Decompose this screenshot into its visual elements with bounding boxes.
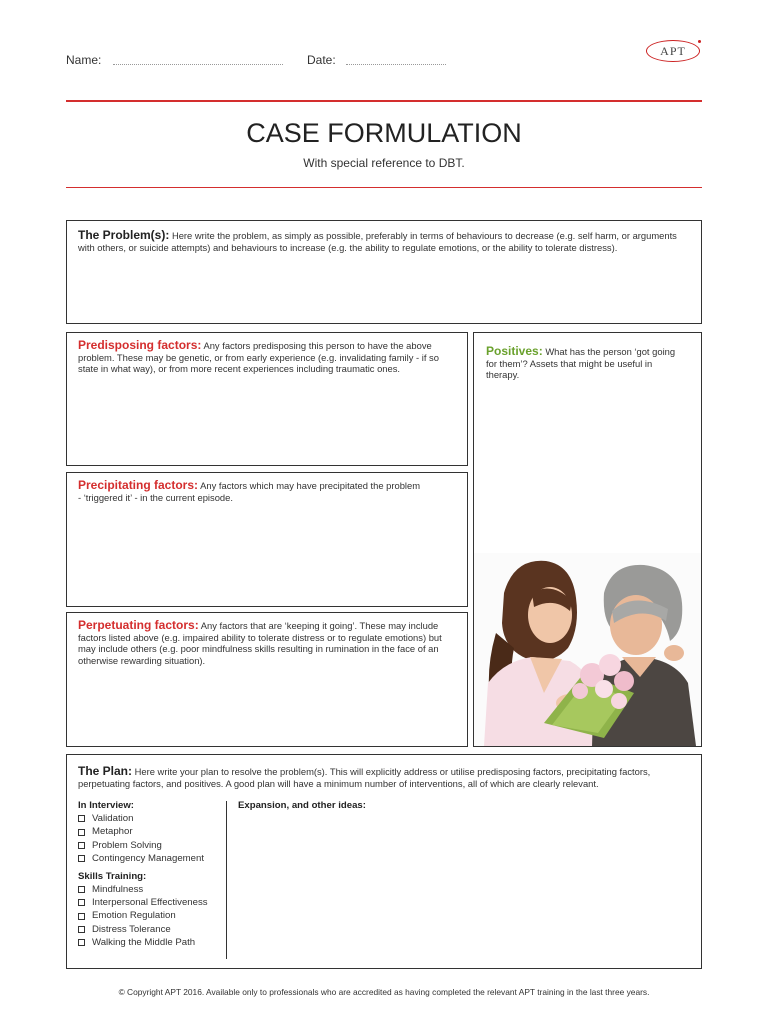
plan-column-divider — [226, 801, 227, 959]
name-label: Name: — [66, 53, 102, 67]
checklist-item[interactable]: Interpersonal Effectiveness — [78, 896, 228, 909]
skills-list — [78, 883, 228, 950]
interview-list — [78, 812, 228, 866]
skills-heading: Skills Training: — [78, 870, 147, 882]
predisposing-box[interactable] — [66, 332, 468, 466]
perpetuating-box[interactable] — [66, 612, 468, 747]
problem-box[interactable] — [66, 220, 702, 324]
checklist-item[interactable]: Emotion Regulation — [78, 909, 228, 922]
page-title: CASE FORMULATION — [246, 118, 522, 148]
checklist-item[interactable]: Problem Solving — [78, 839, 228, 852]
date-field[interactable] — [346, 64, 446, 65]
copyright-footer: © Copyright APT 2016. Available only to professionals who are accredited as having completed the relevant APT training in the last three years. — [118, 987, 650, 997]
expansion-heading: Expansion, and other ideas: — [238, 800, 366, 811]
plan-box[interactable] — [66, 754, 702, 969]
positives-description: What has the person ‘got going for them’? Assets that might be useful in therapy. — [486, 346, 676, 381]
photo-two-women-with-flowers — [474, 553, 701, 746]
precipitating-heading: Precipitating factors: — [78, 478, 199, 492]
checklist-item[interactable]: Contingency Management — [78, 852, 228, 865]
logo-mark — [698, 40, 701, 43]
checkbox[interactable] — [78, 926, 85, 933]
precipitating-box[interactable] — [66, 472, 468, 607]
photo-illustration — [474, 553, 701, 746]
positives-heading: Positives: — [486, 344, 543, 358]
interview-heading: In Interview: — [78, 800, 134, 811]
plan-description: Here write your plan to resolve the problem(s). This will explicitly address or utilise predisposing factors, precipitating factors, perpetuating factors, and positives. A good plan will have a minimum number of interventions, all of which are clearly relevant. — [78, 766, 651, 789]
checkbox[interactable] — [78, 913, 85, 920]
checkbox[interactable] — [78, 939, 85, 946]
logo-text: APT — [660, 43, 686, 58]
predisposing-description: Any factors predisposing this person to have the above problem. These may be genetic, or from early experience (e.g. invalidating family - if so state in what way), or from more recent experiences including traumatic ones. — [78, 340, 439, 375]
top-divider — [66, 100, 702, 102]
perpetuating-description: Any factors that are ‘keeping it going’. These may include factors listed above (e.g. impaired ability to tolerate distress or to regulate emotions) but may include others (e.g. poor mindfulness skills resulting in rumination in the face of an otherwise rewarding situation). — [78, 620, 442, 666]
predisposing-heading: Predisposing factors: — [78, 338, 202, 352]
name-field[interactable] — [113, 64, 283, 65]
checkbox[interactable] — [78, 886, 85, 893]
title-divider — [66, 187, 702, 188]
date-label: Date: — [307, 53, 336, 67]
page-subtitle: With special reference to DBT. — [303, 156, 465, 170]
checkbox[interactable] — [78, 829, 85, 836]
apt-logo — [646, 40, 700, 62]
precipitating-description: Any factors which may have precipitated the problem - ‘triggered it’ - in the current episode. — [78, 480, 421, 503]
checklist-item[interactable]: Validation — [78, 812, 228, 825]
perpetuating-heading: Perpetuating factors: — [78, 618, 199, 632]
checklist-item[interactable]: Metaphor — [78, 825, 228, 838]
checklist-item[interactable]: Mindfulness — [78, 883, 228, 896]
checkbox[interactable] — [78, 842, 85, 849]
checkbox[interactable] — [78, 899, 85, 906]
checkbox[interactable] — [78, 815, 85, 822]
problem-heading: The Problem(s): — [78, 228, 170, 242]
checklist-item[interactable]: Walking the Middle Path — [78, 936, 228, 949]
checklist-item[interactable]: Distress Tolerance — [78, 923, 228, 936]
interview-column — [78, 800, 228, 950]
problem-description: Here write the problem, as simply as possible, preferably in terms of behaviours to decrease (e.g. self harm, or arguments with others, or suicide attempts) and behaviours to increase (e.g. the ability to regulate emotions, or the ability to tolerate distress). — [78, 230, 677, 253]
checkbox[interactable] — [78, 855, 85, 862]
plan-heading: The Plan: — [78, 764, 133, 778]
